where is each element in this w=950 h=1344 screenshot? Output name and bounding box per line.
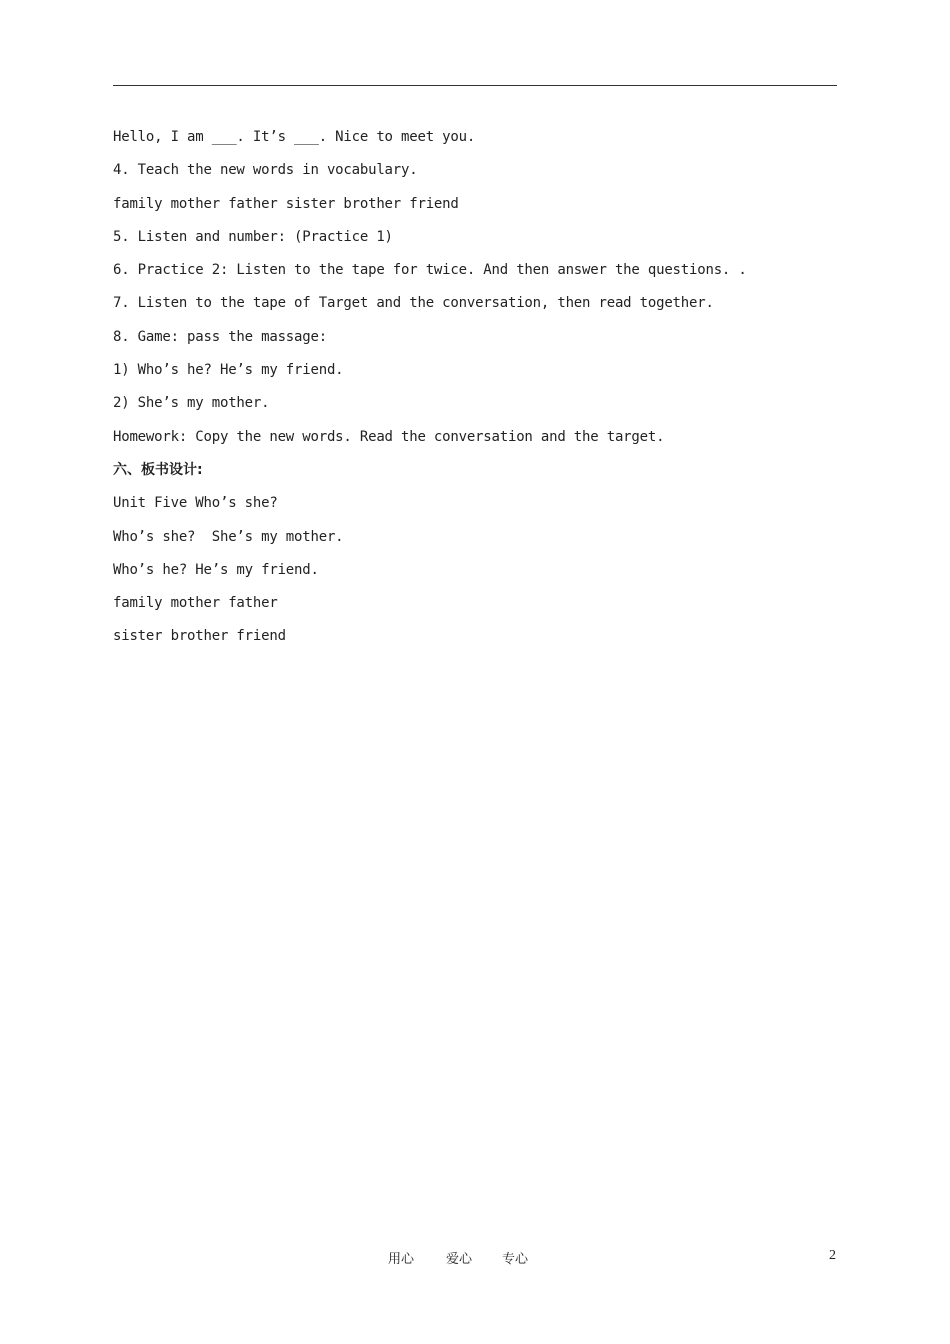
footer-motto-3: 专心	[502, 1252, 529, 1267]
text-line: family mother father	[113, 595, 278, 612]
text-line: sister brother friend	[113, 628, 286, 645]
text-line: 2) She’s my mother.	[113, 395, 270, 412]
section-heading: 六、板书设计:	[113, 461, 203, 478]
text-line: 6. Practice 2: Listen to the tape for twice. And then answer the questions. .	[113, 262, 747, 279]
text-line: Who’s she? She’s my mother.	[113, 528, 344, 545]
text-line: 8. Game: pass the massage:	[113, 328, 327, 345]
header-rule	[113, 85, 837, 86]
text-line: family mother father sister brother friend	[113, 195, 459, 212]
text-line: Hello, I am ___. It’s ___. Nice to meet you.	[113, 129, 476, 145]
document-body	[113, 126, 837, 659]
text-line: 4. Teach the new words in vocabulary.	[113, 162, 418, 179]
text-line: Who’s he? He’s my friend.	[113, 561, 319, 578]
text-line: Homework: Copy the new words. Read the conversation and the target.	[113, 428, 665, 445]
footer-motto-2: 爱心	[446, 1252, 473, 1267]
text-line: Unit Five Who’s she?	[113, 495, 278, 512]
text-line: 5. Listen and number: (Practice 1)	[113, 228, 393, 245]
text-line: 7. Listen to the tape of Target and the conversation, then read together.	[113, 295, 714, 312]
text-line: 1) Who’s he? He’s my friend.	[113, 362, 344, 379]
footer-motto	[388, 1248, 528, 1267]
page-number: 2	[829, 1248, 836, 1263]
footer-motto-1: 用心	[388, 1252, 415, 1267]
